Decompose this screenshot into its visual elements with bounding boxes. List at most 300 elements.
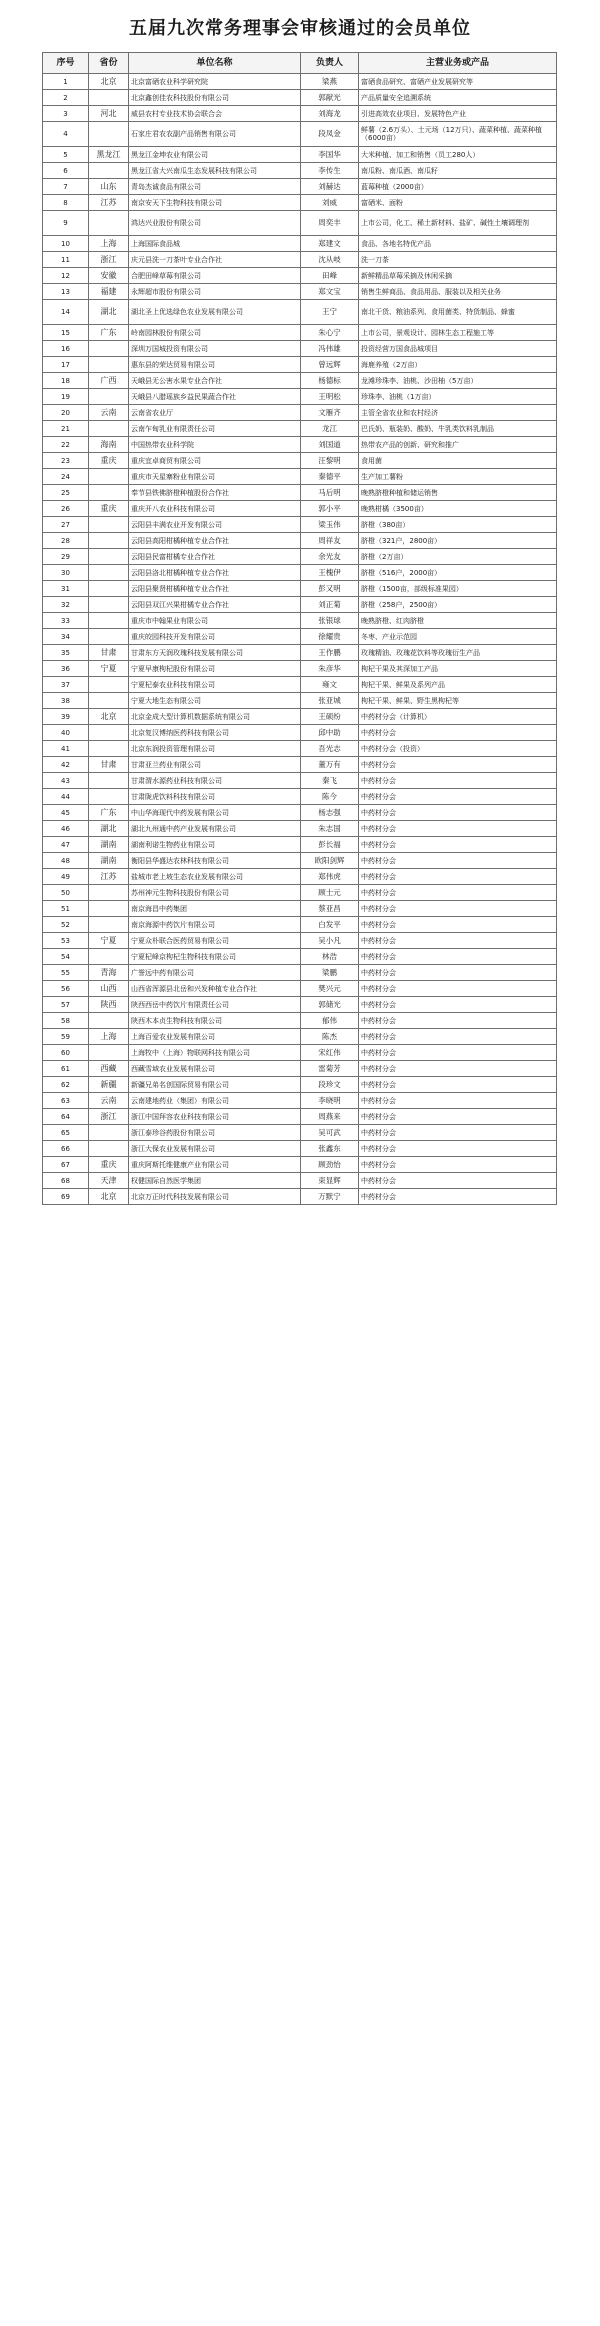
row-business: 中药材分会: [359, 821, 557, 837]
row-number: 53: [43, 933, 89, 949]
table-row: [43, 709, 557, 725]
row-number: 7: [43, 179, 89, 195]
row-province: [89, 581, 129, 597]
row-number: 55: [43, 965, 89, 981]
row-person: 梁燕: [301, 74, 359, 90]
table-row: [43, 549, 557, 565]
row-number: 34: [43, 629, 89, 645]
row-person: 白发平: [301, 917, 359, 933]
row-business: 中药材分会（计算机）: [359, 709, 557, 725]
row-province: 山西: [89, 981, 129, 997]
row-unit-name: 天峨县无公害水果专业合作社: [129, 373, 301, 389]
row-unit-name: 衡阳县华盛达农林科技有限公司: [129, 853, 301, 869]
row-province: [89, 629, 129, 645]
row-business: 中药材分会: [359, 805, 557, 821]
table-row: [43, 1077, 557, 1093]
row-number: 57: [43, 997, 89, 1013]
table-row: [43, 869, 557, 885]
row-business: 食用菌: [359, 453, 557, 469]
row-unit-name: 青岛杰诚食品有限公司: [129, 179, 301, 195]
row-unit-name: 黑龙江省大兴南瓜生态发展科技有限公司: [129, 163, 301, 179]
row-province: [89, 1141, 129, 1157]
row-number: 12: [43, 268, 89, 284]
row-province: 广东: [89, 805, 129, 821]
document-title: 五届九次常务理事会审核通过的会员单位: [129, 18, 471, 39]
member-table: [42, 52, 557, 1205]
row-province: 海南: [89, 437, 129, 453]
row-province: [89, 597, 129, 613]
row-number: 36: [43, 661, 89, 677]
row-number: 60: [43, 1045, 89, 1061]
row-number: 42: [43, 757, 89, 773]
row-province: 天津: [89, 1173, 129, 1189]
row-person: 徐耀贵: [301, 629, 359, 645]
row-province: 江苏: [89, 195, 129, 211]
row-business: 大米种植、加工和销售（员工280人）: [359, 147, 557, 163]
row-number: 43: [43, 773, 89, 789]
row-unit-name: 南京海昌中药集团: [129, 901, 301, 917]
row-unit-name: 石家庄君农农副产品销售有限公司: [129, 122, 301, 147]
row-business: 上市公司，化工、稀土新材料、盐矿、碱性土壤调理剂: [359, 211, 557, 236]
row-number: 37: [43, 677, 89, 693]
table-row: [43, 405, 557, 421]
row-number: 40: [43, 725, 89, 741]
row-business: 中药材分会: [359, 757, 557, 773]
row-number: 2: [43, 90, 89, 106]
row-unit-name: 重庆阿斯托维健康产业有限公司: [129, 1157, 301, 1173]
row-unit-name: 浙江中国拜容农业科技有限公司: [129, 1109, 301, 1125]
row-person: 束显辉: [301, 1173, 359, 1189]
row-number: 63: [43, 1093, 89, 1109]
table-row: [43, 74, 557, 90]
row-unit-name: 北京复汉博纳医药科技有限公司: [129, 725, 301, 741]
row-province: 湖北: [89, 821, 129, 837]
row-unit-name: 天峨县八腊瑶族乡益民果蔬合作社: [129, 389, 301, 405]
row-person: 沈从岐: [301, 252, 359, 268]
row-number: 35: [43, 645, 89, 661]
row-province: 北京: [89, 709, 129, 725]
row-number: 9: [43, 211, 89, 236]
row-business: 热带农产品的创新、研究和推广: [359, 437, 557, 453]
row-number: 13: [43, 284, 89, 300]
row-province: [89, 163, 129, 179]
row-number: 5: [43, 147, 89, 163]
row-number: 52: [43, 917, 89, 933]
table-row: [43, 325, 557, 341]
table-row: [43, 501, 557, 517]
table-row: [43, 933, 557, 949]
row-unit-name: 奉节县铁佛脐橙种植股份合作社: [129, 485, 301, 501]
row-number: 68: [43, 1173, 89, 1189]
row-unit-name: 湖北圣上优选绿色农业发展有限公司: [129, 300, 301, 325]
row-business: 中药材分会: [359, 1125, 557, 1141]
table-row: [43, 1109, 557, 1125]
row-business: 珍珠李、油桃（1万亩）: [359, 389, 557, 405]
row-province: 湖北: [89, 300, 129, 325]
row-unit-name: 苏州神元生物科技股份有限公司: [129, 885, 301, 901]
row-province: [89, 211, 129, 236]
row-business: 中药材分会: [359, 869, 557, 885]
row-business: 中药材分会: [359, 1077, 557, 1093]
row-business: 中药材分会: [359, 1029, 557, 1045]
table-row: [43, 1125, 557, 1141]
row-unit-name: 中国热带农业科学院: [129, 437, 301, 453]
row-unit-name: 宁夏早康枸杞股份有限公司: [129, 661, 301, 677]
row-number: 58: [43, 1013, 89, 1029]
table-row: [43, 1013, 557, 1029]
table-row: [43, 533, 557, 549]
table-row: [43, 949, 557, 965]
row-unit-name: 权健国际自然医学集团: [129, 1173, 301, 1189]
row-business: 脐橙（1500亩，部级标准果园）: [359, 581, 557, 597]
row-number: 61: [43, 1061, 89, 1077]
row-number: 50: [43, 885, 89, 901]
row-business: 枸杞干果、鲜果、野生黑枸杞等: [359, 693, 557, 709]
row-person: 周奕丰: [301, 211, 359, 236]
row-unit-name: 中山华海现代中药发展有限公司: [129, 805, 301, 821]
table-row: [43, 789, 557, 805]
table-row: [43, 517, 557, 533]
row-business: 中药材分会: [359, 1093, 557, 1109]
table-row: [43, 741, 557, 757]
row-person: 刘正菊: [301, 597, 359, 613]
row-person: 蔡亚昌: [301, 901, 359, 917]
row-province: 上海: [89, 1029, 129, 1045]
row-province: [89, 533, 129, 549]
row-unit-name: 重庆宜卓商贸有限公司: [129, 453, 301, 469]
row-number: 33: [43, 613, 89, 629]
row-business: 生产加工薯粉: [359, 469, 557, 485]
row-business: 新鲜精品草莓采摘及休闲采摘: [359, 268, 557, 284]
row-number: 10: [43, 236, 89, 252]
row-province: [89, 773, 129, 789]
row-unit-name: 山西省浑源县北岳和兴发种植专业合作社: [129, 981, 301, 997]
row-person: 郭小平: [301, 501, 359, 517]
row-province: [89, 357, 129, 373]
table-row: [43, 268, 557, 284]
row-number: 31: [43, 581, 89, 597]
table-row: [43, 341, 557, 357]
row-person: 郑伟虎: [301, 869, 359, 885]
table-row: [43, 1173, 557, 1189]
row-unit-name: 盐城市老上坡生态农业发展有限公司: [129, 869, 301, 885]
row-province: 重庆: [89, 453, 129, 469]
row-number: 19: [43, 389, 89, 405]
row-person: 段珍文: [301, 1077, 359, 1093]
row-province: 新疆: [89, 1077, 129, 1093]
row-unit-name: 湖北九州通中药产业发展有限公司: [129, 821, 301, 837]
row-business: 海鹿养殖（2万亩）: [359, 357, 557, 373]
table-row: [43, 853, 557, 869]
row-person: 张亚城: [301, 693, 359, 709]
row-province: 上海: [89, 236, 129, 252]
row-person: 顾士元: [301, 885, 359, 901]
row-province: [89, 741, 129, 757]
row-number: 1: [43, 74, 89, 90]
table-row: [43, 469, 557, 485]
row-person: 顾劲怡: [301, 1157, 359, 1173]
row-person: 杨志强: [301, 805, 359, 821]
row-province: [89, 725, 129, 741]
table-row: [43, 421, 557, 437]
row-number: 44: [43, 789, 89, 805]
row-number: 21: [43, 421, 89, 437]
row-unit-name: 永辉超市股份有限公司: [129, 284, 301, 300]
table-row: [43, 1061, 557, 1077]
row-number: 41: [43, 741, 89, 757]
row-person: 万默宁: [301, 1189, 359, 1205]
row-business: 龙滩珍珠李、油桃、沙田柚（5万亩）: [359, 373, 557, 389]
row-number: 47: [43, 837, 89, 853]
row-business: 中药材分会: [359, 1141, 557, 1157]
row-unit-name: 甘肃东方天润玫瑰科技发展有限公司: [129, 645, 301, 661]
row-province: 北京: [89, 1189, 129, 1205]
row-business: 中药材分会: [359, 837, 557, 853]
row-business: 中药材分会: [359, 853, 557, 869]
row-unit-name: 云南建地药业（集团）有限公司: [129, 1093, 301, 1109]
row-province: [89, 1013, 129, 1029]
row-province: [89, 469, 129, 485]
row-business: 鲜薯（2.6万头）、土元场（12万只）、蔬菜种植、蔬菜种植（6000亩）: [359, 122, 557, 147]
row-province: 山东: [89, 179, 129, 195]
row-province: 重庆: [89, 501, 129, 517]
row-province: 湖南: [89, 837, 129, 853]
row-person: 郭献光: [301, 90, 359, 106]
row-business: 富硒食品研究、富硒产业发展研究等: [359, 74, 557, 90]
row-province: 浙江: [89, 1109, 129, 1125]
row-unit-name: 北京鑫创佳农科技股份有限公司: [129, 90, 301, 106]
row-person: 李传生: [301, 163, 359, 179]
row-province: [89, 517, 129, 533]
row-province: 宁夏: [89, 933, 129, 949]
row-number: 18: [43, 373, 89, 389]
row-person: 文雁齐: [301, 405, 359, 421]
table-row: [43, 90, 557, 106]
table-row: [43, 284, 557, 300]
row-person: 王作鹏: [301, 645, 359, 661]
table-row: [43, 693, 557, 709]
table-row: [43, 453, 557, 469]
row-number: 69: [43, 1189, 89, 1205]
row-unit-name: 陕西木本贞生物科技有限公司: [129, 1013, 301, 1029]
row-business: 上市公司，景观设计、园林生态工程施工等: [359, 325, 557, 341]
row-number: 14: [43, 300, 89, 325]
row-unit-name: 云阳县聚贤柑橘种植专业合作社: [129, 581, 301, 597]
row-business: 洗一刀茶: [359, 252, 557, 268]
row-person: 彭又明: [301, 581, 359, 597]
row-person: 雷菊芳: [301, 1061, 359, 1077]
row-number: 39: [43, 709, 89, 725]
row-number: 24: [43, 469, 89, 485]
row-province: [89, 949, 129, 965]
table-row: [43, 485, 557, 501]
header-business: 主营业务或产品: [359, 53, 557, 74]
row-business: 中药材分会: [359, 933, 557, 949]
row-unit-name: 重庆皎园科技开发有限公司: [129, 629, 301, 645]
row-number: 15: [43, 325, 89, 341]
row-province: [89, 421, 129, 437]
row-unit-name: 湖南利诺生物药业有限公司: [129, 837, 301, 853]
row-person: 刘海龙: [301, 106, 359, 122]
row-person: 樊兴元: [301, 981, 359, 997]
row-unit-name: 西藏雪域农业发展有限公司: [129, 1061, 301, 1077]
row-business: 晚熟脐橙、红肉脐橙: [359, 613, 557, 629]
row-province: 重庆: [89, 1157, 129, 1173]
row-province: [89, 917, 129, 933]
row-person: 李国华: [301, 147, 359, 163]
row-business: 销售生鲜商品、食品用品、服装以及相关业务: [359, 284, 557, 300]
row-number: 16: [43, 341, 89, 357]
row-number: 6: [43, 163, 89, 179]
row-business: 巴氏奶、瓶装奶、酸奶、牛乳类饮料乳制品: [359, 421, 557, 437]
row-business: 中药材分会: [359, 1157, 557, 1173]
row-province: [89, 693, 129, 709]
row-province: [89, 789, 129, 805]
table-row: [43, 757, 557, 773]
row-business: 南北干货、粮油系列、食用菌类、特货制品、蜂蜜: [359, 300, 557, 325]
row-person: 吾光志: [301, 741, 359, 757]
row-person: 雍文: [301, 677, 359, 693]
row-business: 中药材分会: [359, 1109, 557, 1125]
table-row: [43, 373, 557, 389]
row-person: 田峰: [301, 268, 359, 284]
row-province: [89, 122, 129, 147]
row-province: [89, 549, 129, 565]
row-unit-name: 浙江大保农业发展有限公司: [129, 1141, 301, 1157]
row-number: 49: [43, 869, 89, 885]
row-business: 脐橙（2万亩）: [359, 549, 557, 565]
row-business: 主管全省农业和农村经济: [359, 405, 557, 421]
row-business: 蓝莓种植（2000亩）: [359, 179, 557, 195]
row-province: 宁夏: [89, 661, 129, 677]
row-person: 郑建文: [301, 236, 359, 252]
table-row: [43, 773, 557, 789]
row-number: 48: [43, 853, 89, 869]
row-person: 周燕来: [301, 1109, 359, 1125]
row-person: 余光友: [301, 549, 359, 565]
row-number: 51: [43, 901, 89, 917]
row-number: 17: [43, 357, 89, 373]
table-row: [43, 1029, 557, 1045]
table-row: [43, 885, 557, 901]
table-row: [43, 965, 557, 981]
row-province: [89, 885, 129, 901]
row-person: 王硕纷: [301, 709, 359, 725]
row-unit-name: 云阳县丰满农业开发有限公司: [129, 517, 301, 533]
row-number: 66: [43, 1141, 89, 1157]
table-row: [43, 629, 557, 645]
table-row: [43, 901, 557, 917]
header-province: 省份: [89, 53, 129, 74]
row-number: 32: [43, 597, 89, 613]
row-person: 李晓明: [301, 1093, 359, 1109]
row-unit-name: 上海百爱农业发展有限公司: [129, 1029, 301, 1045]
row-number: 27: [43, 517, 89, 533]
row-person: 彭长福: [301, 837, 359, 853]
row-person: 吴小凡: [301, 933, 359, 949]
row-business: 中药材分会: [359, 981, 557, 997]
row-number: 23: [43, 453, 89, 469]
row-unit-name: 宁夏杞峰京枸杞生物科技有限公司: [129, 949, 301, 965]
row-business: 脐橙（321户，2800亩）: [359, 533, 557, 549]
row-province: 广东: [89, 325, 129, 341]
row-unit-name: 宁夏众朴联合医药贸易有限公司: [129, 933, 301, 949]
row-unit-name: 云阳县双江兴果柑橘专业合作社: [129, 597, 301, 613]
row-unit-name: 岭南园林股份有限公司: [129, 325, 301, 341]
table-row: [43, 677, 557, 693]
row-unit-name: 重庆开八农业科技有限公司: [129, 501, 301, 517]
row-unit-name: 云南乍甸乳业有限责任公司: [129, 421, 301, 437]
header-unit-name: 单位名称: [129, 53, 301, 74]
row-number: 54: [43, 949, 89, 965]
table-row: [43, 997, 557, 1013]
row-province: [89, 901, 129, 917]
row-province: [89, 90, 129, 106]
row-unit-name: 深圳万国城投资有限公司: [129, 341, 301, 357]
row-number: 67: [43, 1157, 89, 1173]
row-business: 中药材分会: [359, 949, 557, 965]
row-number: 4: [43, 122, 89, 147]
row-unit-name: 浙江泰珍谷药股份有限公司: [129, 1125, 301, 1141]
row-person: 王槐伊: [301, 565, 359, 581]
table-row: [43, 821, 557, 837]
row-business: 中药材分会: [359, 1189, 557, 1205]
row-business: 中药材分会: [359, 1173, 557, 1189]
row-province: 浙江: [89, 252, 129, 268]
row-unit-name: 重庆市中翰果业有限公司: [129, 613, 301, 629]
table-row: [43, 1141, 557, 1157]
row-number: 3: [43, 106, 89, 122]
row-person: 陈杰: [301, 1029, 359, 1045]
table-row: [43, 917, 557, 933]
table-row: [43, 300, 557, 325]
row-number: 29: [43, 549, 89, 565]
table-row: [43, 236, 557, 252]
row-unit-name: 新疆兄弟名创国际贸易有限公司: [129, 1077, 301, 1093]
row-business: 中药材分会: [359, 885, 557, 901]
row-person: 朱志国: [301, 821, 359, 837]
table-row: [43, 837, 557, 853]
row-person: 秦德平: [301, 469, 359, 485]
table-row: [43, 1189, 557, 1205]
row-business: 中药材分会: [359, 725, 557, 741]
row-person: 朱彦华: [301, 661, 359, 677]
row-province: 云南: [89, 405, 129, 421]
row-unit-name: 威县农村专业技术协会联合会: [129, 106, 301, 122]
table-row: [43, 357, 557, 373]
row-person: 杨德标: [301, 373, 359, 389]
row-person: 陈今: [301, 789, 359, 805]
table-row: [43, 195, 557, 211]
row-person: 朱心宁: [301, 325, 359, 341]
row-unit-name: 云阳县高阳柑橘种植专业合作社: [129, 533, 301, 549]
row-person: 郑文宝: [301, 284, 359, 300]
row-business: 中药材分会: [359, 901, 557, 917]
row-person: 张银球: [301, 613, 359, 629]
row-business: 投资经营万国食品城项目: [359, 341, 557, 357]
row-province: 湖南: [89, 853, 129, 869]
row-unit-name: 合肥田峰草莓有限公司: [129, 268, 301, 284]
row-province: 青海: [89, 965, 129, 981]
row-unit-name: 云阳县洛北柑橘种植专业合作社: [129, 565, 301, 581]
header-number: 序号: [43, 53, 89, 74]
table-row: [43, 805, 557, 821]
row-unit-name: 甘肃渭水源药业科技有限公司: [129, 773, 301, 789]
table-row: [43, 252, 557, 268]
row-province: 西藏: [89, 1061, 129, 1077]
row-person: 林浩: [301, 949, 359, 965]
row-business: 引进高效农业项目、发展特色产业: [359, 106, 557, 122]
